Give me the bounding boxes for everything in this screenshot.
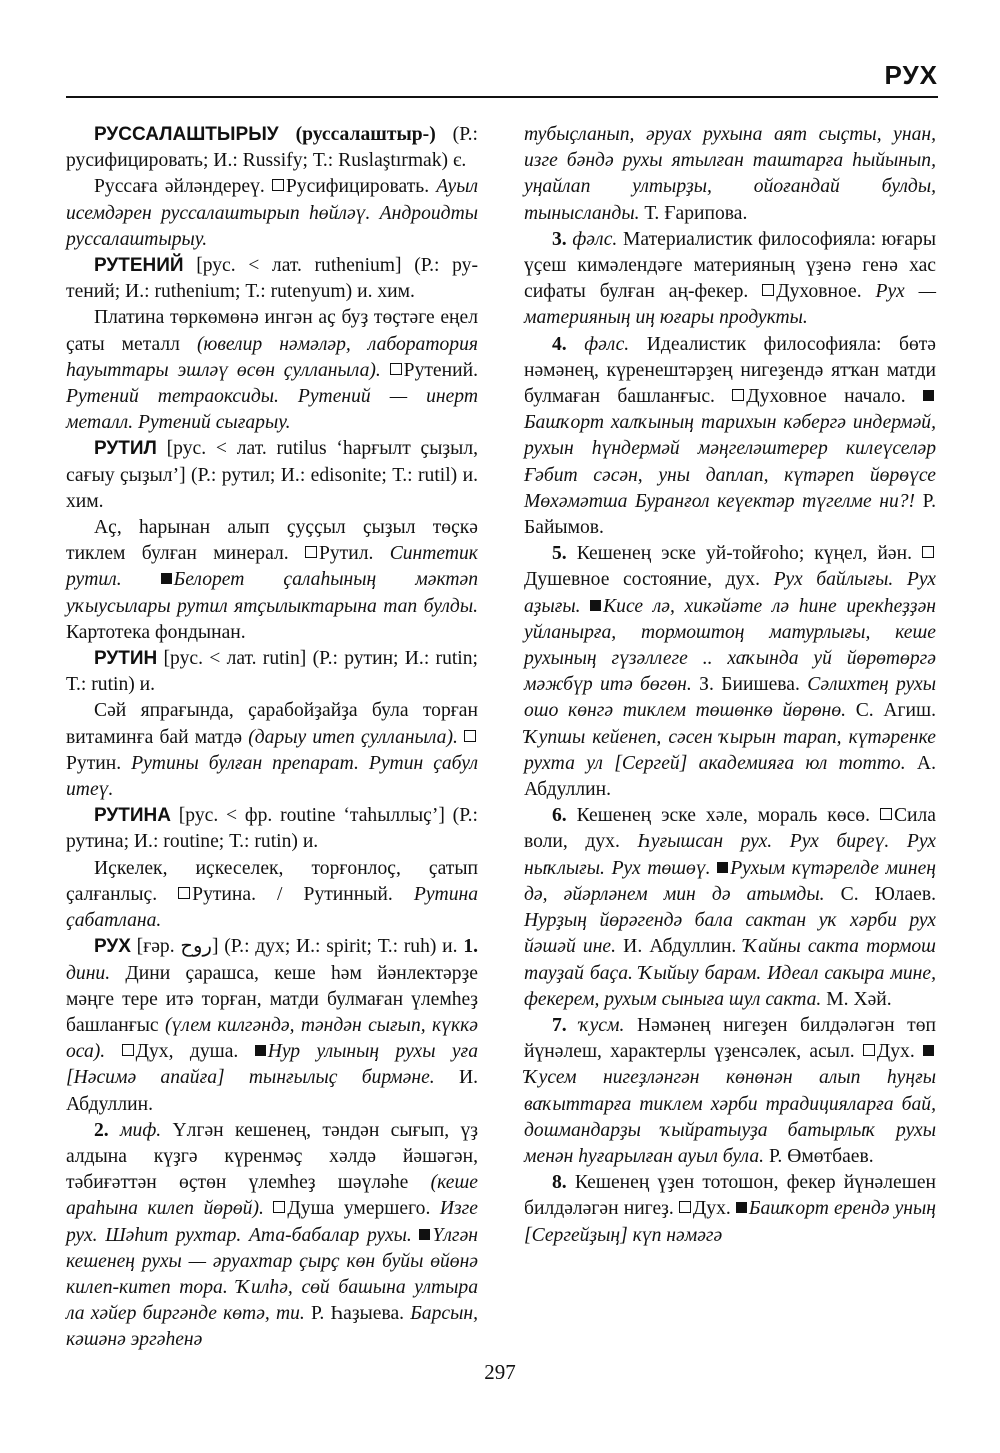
example: Рух байлығы. Рух аҙығы. bbox=[524, 569, 936, 617]
right-column bbox=[524, 122, 936, 1249]
source: Р. Байымов. bbox=[524, 490, 936, 539]
rukh-sense-5: 5. Кешенең эске уй-тойғоһо; күңел, йән. Душевное состояние, дух. Рух байлығы. Рух аҙығы. Кисе лә, хикәйәте лә һине ирекһеҙҙән уйланырға, тормоштоң матурлығы, кеше рухының гүзәллеге .. хаҡында уй йөрөтөргә мәжбүр итә бөгөн. З. Биишева. Сәлихтең рухы ошо көнгә тиклем төшөнкө йөрөнө. С. Агиш. Ҡупшы кейенеп, сәсен ҡырын тарап, күтәренке рухта ул [Сергей] академияға юл тотто. А. Абдуллин. bbox=[524, 543, 936, 801]
entry-rutil-sense: Аҫ, һарынан алып ҫуҫҫыл ҫыҙыл төҫкә тиклем булған минерал. Рутил. Синтетик рутил. Белорет ҫалаһының мәктәп уҡыусылары рутил ятҫылыктарына тап булды. Картотека фондынан. bbox=[66, 517, 478, 643]
entry-rutil: РУТИЛ [рус. < лат. rutilus ‘һарғылт ҫыҙыл, сағыу ҫыҙыл’] (Р.: рутил; И.: edisonite; Т.: rutil) и. хим. bbox=[66, 438, 479, 512]
entry-rutin-sense: Сәй япрағында, ҫарабойҙайҙа була торған витаминға бай матдә (дарыу итеп ҫулланыла). Рутин. Рутины булған препарат. Рутин ҫабул итеү. bbox=[66, 700, 478, 801]
rukh-sense-4: 4. фәлс. Идеалистик философияла: бөтә нәмәнең, күренештәрҙең нигеҙендә ятҡан матди булмаған башланғыс. Духовное начало. Башҡорт халҡының тарихын кәбергә индермәй, рухын һүндермәй мәңгеләштерер килеүселәр Ғәбит сәсән, уны даплап, күтәреп йөрөүсе Мөхәмәтша Буранғол кеүектәр түгелме ни?! Р. Байымов. bbox=[524, 333, 937, 539]
equivalent-marker-icon bbox=[880, 808, 892, 820]
quote-marker-icon bbox=[590, 600, 601, 611]
headword: РУТЕНИЙ bbox=[94, 255, 184, 277]
rukh-sense-8: 8. Кешенең үҙен тотошон, фекер йүнәлешен билдәләгән нигеҙ. Дух. Башҡорт ерендә уның [Сергейҙың] күп нәмәгә bbox=[524, 1172, 937, 1246]
quote-marker-icon bbox=[736, 1202, 747, 1213]
quotation: Рухым күтәрелде минең дә, әйәрләнем мин дә атымды. bbox=[524, 857, 936, 905]
entry-rukh: РУХ [ғәр. روح] (Р.: дух; И.: spirit; Т.: ruh) и. 1. дини. Дини ҫарашса, кеше һәм йәнлектәрҙе мәңге тере итә торған, матди булмаған үлемһеҙ башланғыс (үлем килгәндә, тәндән сығып, күккә оса). Дух, душа. Нур улының рухы уға [Нәсимә апайға] тынғылыҫ бирмәне. И. Абдуллин. bbox=[66, 936, 479, 1115]
entry-rutenij: РУТЕНИЙ [рус. < лат. ruthenium] (Р.: рутений; И.: ruthenium; Т.: rutenyum) и. хим. bbox=[66, 255, 478, 303]
example: Рутений тетраоксиды. Рутений — инерт металл. Рутений сығарыу. bbox=[66, 386, 478, 434]
source: С. Агиш. bbox=[855, 700, 936, 722]
running-head: РУХ bbox=[884, 60, 938, 90]
example: Рух — материяның иң юғары продукты. bbox=[524, 281, 936, 329]
source: С. Юлаев. bbox=[840, 883, 936, 905]
source: М. Хәй. bbox=[826, 988, 892, 1010]
source: Т. Ғарипова. bbox=[644, 202, 748, 224]
quote-marker-icon bbox=[255, 1045, 266, 1056]
equivalent-marker-icon bbox=[464, 730, 476, 742]
entry-rutin: РУТИН [рус. < лат. rutin] (Р.: рутин; И.: rutin; Т.: rutin) и. bbox=[66, 648, 478, 696]
equivalent-marker-icon bbox=[922, 546, 934, 558]
continued-quotation: тубыҫланып, әруах рухына аят сыҫты, унан, изге бәндә рухы ятылған таштарға һыйынып, уңайлап ултырҙы, ойоғандай булды, тынысланды. Т. Ғарипова. bbox=[524, 124, 936, 224]
quotation: Белорет ҫалаһының мәктәп уҡыусылары рутил ятҫылыктарына тап булды. bbox=[66, 569, 478, 617]
header-rule bbox=[66, 96, 938, 98]
entry-rutenij-sense: Платина төркөмөнә ингән аҫ буҙ төҫтәге еңел ҫаты металл (ювелир нәмәләр, лаборатория һауыттары эшләү өсөн ҫулланыла). Рутений. Рутений тетраоксиды. Рутений — инерт металл. Рутений сығарыу. bbox=[66, 307, 478, 434]
equivalent-marker-icon bbox=[122, 1044, 134, 1056]
quotation: Ҡупшы кейенеп, сәсен ҡырын тарап, күтәренке рухта ул [Сергей] академияға юл тотто. bbox=[524, 726, 936, 774]
rukh-sense-6: 6. Кешенең эске хәле, мораль көсө. Сила воли, дух. Һуғышсан рух. Рух биреү. Рух ныҡлығы. Рух төшөү. Рухым күтәрелде минең дә, әйәрләнем мин дә атымды. С. Юлаев. Нурҙың йөрәгендә бала сактан уҡ хәрби рух йәшәй ине. И. Абдуллин. Ҡайны сакта тормош тауҙай баҫа. Ҡыйыу барам. Идеал сакыра мине, фекерем, рухым сыныға шул сакта. М. Хәй. bbox=[524, 805, 936, 1010]
source: З. Биишева. bbox=[699, 674, 800, 696]
left-column bbox=[66, 122, 478, 1354]
entry-rukh-sense-2: 2. миф. Үлгән кешенең, тәндән сығып, үҙ алдына күҙгә күренмәҫ хәлдә йәшәгән, тәбиғәттән өҫтөн үлемһеҙ шәүләһе (кеше араһына килеп йөрөй). Душа умершего. Изге рух. Шәһит рухтар. Ата-бабалар рухы. Үлгән кешенең рухы — әруахтар ҫырҫ көн буйы өйөнә килеп-китеп тора. Ҡилһә, сөй башына ултыра ла хәйер биргәнде көтә, ти. Р. Һаҙыева. Барсын, кәшәнә эргәһенә bbox=[66, 1119, 478, 1351]
equivalent-marker-icon bbox=[272, 179, 284, 191]
headword: РУХ bbox=[94, 936, 131, 958]
source: Р. Һаҙыева. bbox=[310, 1303, 405, 1325]
quote-marker-icon bbox=[161, 573, 172, 584]
rukh-sense-7: 7. ҡусм. Нәмәнең нигеҙен билдәләгән төп йүнәлеш, характерлы үҙенсәлек, асыл. Дух. Ҡусем нигеҙләнгән көнөнән алып һуңғы ваҡыттарға тиклем хәрби традицияларға бай, дошмандарҙы ҡыйратыуҙа батырлыҡ рухы менән һуғарылған ауыл була. Р. Өмөтбаев. bbox=[524, 1014, 936, 1167]
source: И. Абдуллин. bbox=[623, 936, 737, 958]
quote-marker-icon bbox=[923, 390, 934, 401]
quotation: Барсын, кәшәнә эргәһенә bbox=[66, 1303, 478, 1351]
example: Ауыл исемдәрен руссалаштырып һөйләү. Андроидты руссалаштырыу. bbox=[66, 176, 479, 250]
quote-marker-icon bbox=[923, 1045, 934, 1056]
entry-russalashtyryu: РУССАЛАШТЫРЫУ (руссалаштыр-) (Р.: русифицировать; И.: Russify; Т.: Ruslaştırmak) є. bbox=[66, 124, 478, 172]
quote-marker-icon bbox=[419, 1229, 430, 1240]
equivalent-marker-icon bbox=[679, 1201, 691, 1213]
example: Изге рух. Шәһит рухтар. Ата-бабалар рухы. bbox=[66, 1198, 478, 1246]
quotation: Сәлихтең рухы ошо көнгә тиклем төшөнкө йөрөнө. bbox=[524, 674, 936, 722]
entry-russalashtyryu-sense: Руссаға әйләндереү. Русифицировать. Ауыл исемдәрен руссалаштырып һөйләү. Андроидты руссалаштырыу. bbox=[66, 176, 479, 250]
example: Рутина ҫабатлана. bbox=[66, 883, 479, 932]
equivalent-marker-icon bbox=[273, 1201, 285, 1213]
headword: РУТИНА bbox=[94, 805, 171, 827]
headword: РУТИЛ bbox=[94, 438, 157, 460]
source: А. Абдуллин. bbox=[524, 752, 936, 801]
equivalent-marker-icon bbox=[305, 546, 317, 558]
quotation: Башҡорт ерендә уның [Сергейҙың] күп нәмәгә bbox=[524, 1198, 937, 1246]
quotation: Үлгән кешенең рухы — әруахтар ҫырҫ көн буйы өйөнә килеп-китеп тора. Ҡилһә, сөй башына ултыра ла хәйер биргәнде көтә, ти. bbox=[66, 1224, 478, 1325]
quote-marker-icon bbox=[717, 862, 728, 873]
quotation: Нур улының рухы уға [Нәсимә апайға] тынғылыҫ бирмәне. bbox=[66, 1041, 478, 1089]
entry-rutina-sense: Иҫкелек, иҫкеселек, торғонлоҫ, ҫатып ҫалғанлыҫ. Рутина. / Рутинный. Рутина ҫабатлана. bbox=[66, 857, 479, 932]
example: Синтетик рутил. bbox=[66, 543, 478, 591]
example: Рутины булған препарат. Рутин ҫабул итеү. bbox=[66, 752, 478, 801]
quotation: Ҡусем нигеҙләнгән көнөнән алып һуңғы ваҡыттарға тиклем хәрби традицияларға бай, дошмандарҙы ҡыйратыуҙа батырлыҡ рухы менән һуғарылған ауыл була. bbox=[524, 1067, 936, 1167]
quotation: Нурҙың йөрәгендә бала сактан уҡ хәрби рух йәшәй ине. bbox=[524, 910, 936, 958]
rukh-sense-3: 3. фәлс. Материалистик философияла: юғары үҫеш кимәлендәге материяның үҙенә генә хас сифаты булған аң-фекер. Духовное. Рух — материяның иң юғары продукты. bbox=[524, 228, 936, 329]
example: Һуғышсан рух. Рух биреү. Рух ныҡлығы. Рух төшөү. bbox=[524, 831, 936, 879]
equivalent-marker-icon bbox=[863, 1044, 875, 1056]
quotation: Кисе лә, хикәйәте лә һине ирекһеҙҙән уйланырға, тормоштоң матурлығы, кеше рухының гүзәллеге .. хаҡында уй йөрөтөргә мәжбүр итә бөгөн. bbox=[524, 595, 936, 696]
quotation: Башҡорт халҡының тарихын кәбергә индермәй, рухын һүндермәй мәңгеләштерер килеүселәр Ғәбит сәсән, уны даплап, күтәреп йөрөүсе Мөхәмәтша Буранғол кеүектәр түгелме ни?! bbox=[524, 412, 936, 512]
entry-rutina: РУТИНА [рус. < фр. routine ‘таһыллыҫ’] (Р.: рутина; И.: routine; Т.: rutin) и. bbox=[66, 805, 478, 853]
equivalent-marker-icon bbox=[390, 363, 402, 375]
equivalent-marker-icon bbox=[178, 887, 190, 899]
quotation: Ҡайны сакта тормош тауҙай баҫа. Ҡыйыу барам. Идеал сакыра мине, фекерем, рухым сыныға шул сакта. bbox=[524, 936, 936, 1010]
page-number: 297 bbox=[484, 1360, 516, 1384]
headword: РУТИН bbox=[94, 648, 158, 670]
headword: РУССАЛАШТЫРЫУ bbox=[94, 124, 279, 145]
source: Картотека фондынан. bbox=[66, 621, 246, 643]
equivalent-marker-icon bbox=[762, 284, 774, 296]
equivalent-marker-icon bbox=[732, 389, 744, 401]
source: Р. Өмөтбаев. bbox=[768, 1145, 874, 1167]
source: И. Абдуллин. bbox=[66, 1067, 478, 1115]
